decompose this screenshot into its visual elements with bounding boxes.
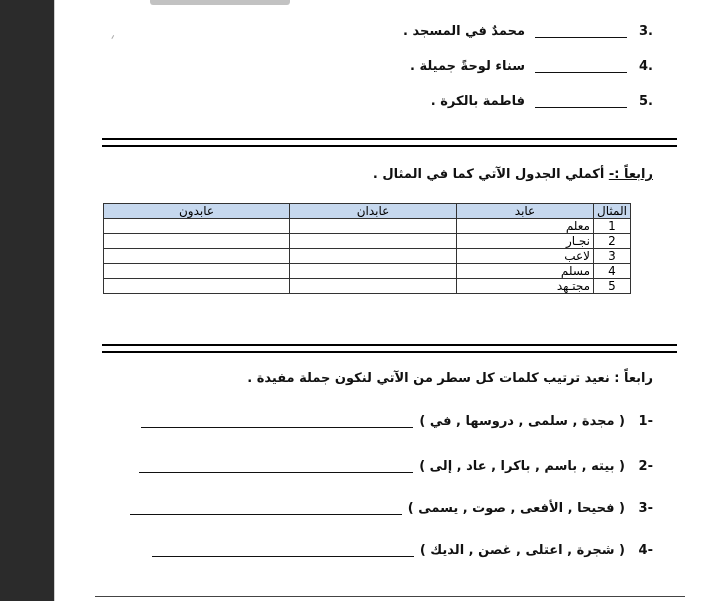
dual-cell[interactable] — [290, 264, 457, 279]
row-number: 5 — [594, 279, 631, 294]
item-text: فاطمة بالكرة . — [430, 93, 525, 109]
table-row — [104, 249, 631, 264]
reorder-item-3 — [130, 497, 653, 519]
plural-cell[interactable] — [104, 264, 290, 279]
table-row — [104, 279, 631, 294]
answer-blank[interactable] — [535, 95, 627, 108]
section-divider — [102, 344, 677, 353]
item-number: -1 — [638, 413, 653, 429]
blank-item-4 — [410, 56, 653, 76]
plural-cell[interactable] — [104, 249, 290, 264]
plural-cell[interactable] — [104, 279, 290, 294]
row-word: مسلم — [457, 264, 594, 279]
row-word: لاعب — [457, 249, 594, 264]
plural-cell[interactable] — [104, 234, 290, 249]
dual-cell[interactable] — [290, 219, 457, 234]
reorder-item-2 — [139, 455, 653, 477]
plural-table — [103, 203, 631, 294]
bottom-divider — [95, 596, 685, 597]
table-row — [104, 234, 631, 249]
answer-line[interactable] — [152, 544, 414, 557]
reorder-item-1 — [141, 410, 653, 432]
scrambled-words: ( بيته , باسم , باكرا , عاد , إلى ) — [419, 458, 625, 474]
table-row — [104, 219, 631, 234]
answer-line[interactable] — [141, 415, 413, 428]
header-example: المثال — [594, 204, 631, 219]
table-header-row — [104, 204, 631, 219]
header-plural: عابدون — [104, 204, 290, 219]
dual-cell[interactable] — [290, 234, 457, 249]
row-number: 1 — [594, 219, 631, 234]
row-word: نجـار — [457, 234, 594, 249]
row-word: معلم — [457, 219, 594, 234]
item-number: .3 — [639, 23, 653, 39]
header-dual: عابدان — [290, 204, 457, 219]
header-singular: عابد — [457, 204, 594, 219]
item-number: .5 — [639, 93, 653, 109]
answer-blank[interactable] — [535, 60, 627, 73]
section-label: رابعاً :- — [608, 167, 653, 182]
row-number: 4 — [594, 264, 631, 279]
blank-item-3 — [403, 21, 653, 41]
answer-blank[interactable] — [535, 25, 627, 38]
table-section-heading — [373, 167, 653, 182]
reorder-section-heading: رابعاً : نعيد ترتيب كلمات كل سطر من الآتي لنكون جملة مفيدة . — [247, 371, 653, 386]
row-number: 2 — [594, 234, 631, 249]
section-instruction: أكملي الجدول الآتي كما في المثال . — [372, 167, 605, 182]
reorder-item-4 — [152, 539, 653, 561]
item-number: .4 — [639, 58, 653, 74]
worksheet-page — [54, 0, 720, 601]
scrambled-words: ( فحيحا , الأفعى , صوت , يسمى ) — [407, 500, 625, 516]
pen-mark — [111, 35, 117, 41]
plural-cell[interactable] — [104, 219, 290, 234]
scrollbar-thumb[interactable] — [150, 0, 290, 5]
dual-cell[interactable] — [290, 279, 457, 294]
item-number: -3 — [638, 500, 653, 516]
table-row — [104, 264, 631, 279]
scrambled-words: ( شجرة , اعتلى , غصن , الديك ) — [419, 542, 625, 558]
item-text: محمدٌ في المسجد . — [403, 23, 525, 39]
blank-item-5 — [431, 91, 653, 111]
dual-cell[interactable] — [290, 249, 457, 264]
item-number: -4 — [638, 542, 653, 558]
answer-line[interactable] — [130, 502, 402, 515]
item-text: سناء لوحةً جميلة . — [409, 58, 525, 74]
answer-line[interactable] — [139, 460, 413, 473]
section-divider — [102, 138, 677, 147]
row-number: 3 — [594, 249, 631, 264]
item-number: -2 — [638, 458, 653, 474]
scrambled-words: ( مجدة , سلمى , دروسها , في ) — [419, 413, 625, 429]
row-word: مجتـهد — [457, 279, 594, 294]
